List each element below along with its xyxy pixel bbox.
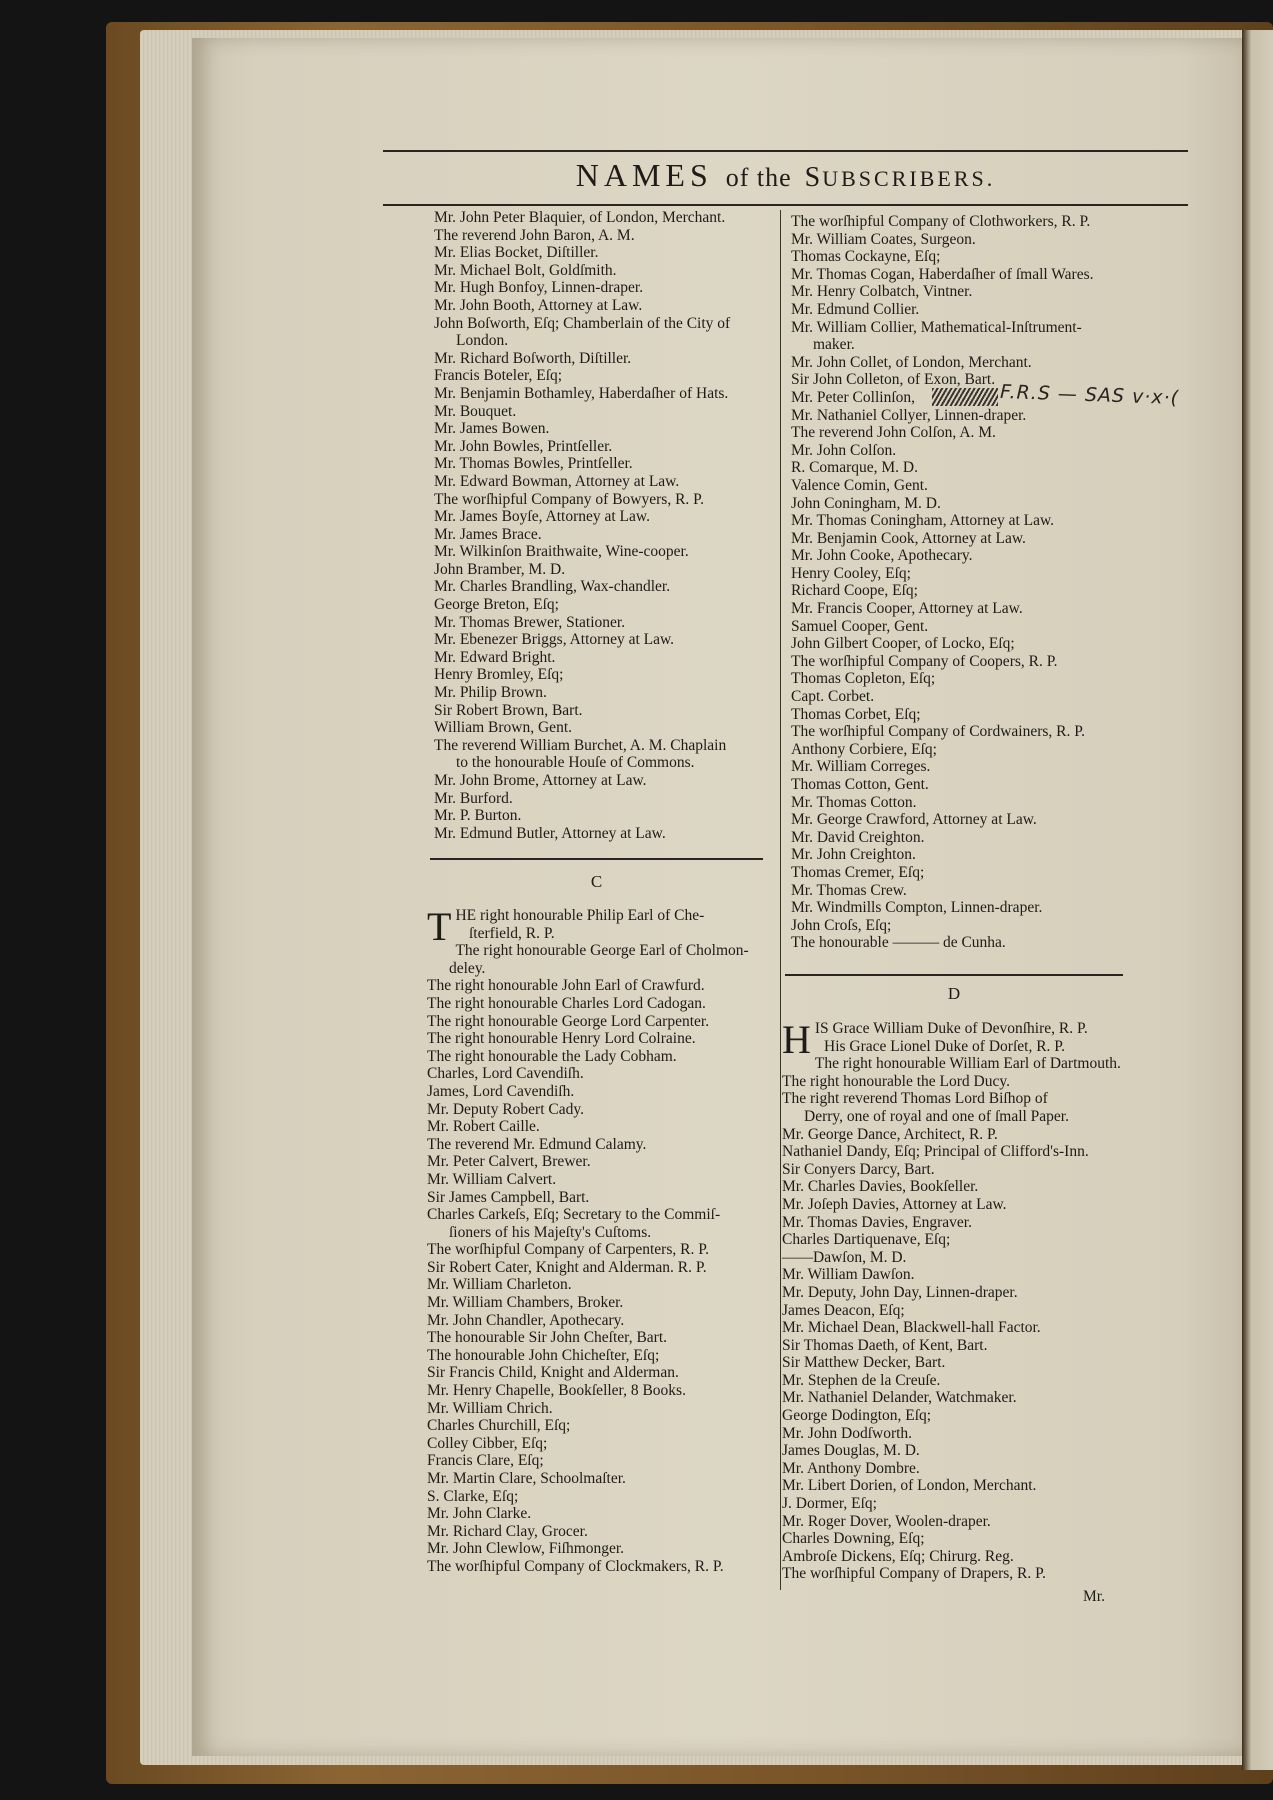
list-item: Mr. John Clarke. — [427, 1505, 532, 1523]
list-item: Francis Boteler, Eſq; — [434, 367, 563, 385]
list-item: Sir Robert Brown, Bart. — [434, 701, 583, 719]
list-item: Mr. James Brace. — [434, 525, 542, 543]
list-item: Mr. John Peter Blaquier, of London, Merchant. — [434, 209, 726, 226]
ink-scribble — [932, 388, 998, 406]
drop-cap-t: T — [427, 904, 452, 949]
list-item: The worſhipful Company of Cordwainers, R. P. — [791, 723, 1086, 741]
list-item: The worſhipful Company of Clothworkers, R. P. — [791, 213, 1091, 230]
list-item: Mr. Thomas Bowles, Printſeller. — [434, 455, 633, 473]
list-item: Mr. Edward Bright. — [434, 648, 556, 666]
list-item: Mr. John Brome, Attorney at Law. — [434, 772, 647, 789]
list-item: maker. — [813, 336, 855, 354]
list-item: Sir Conyers Darcy, Bart. — [782, 1160, 935, 1178]
list-item: The worſhipful Company of Carpenters, R. P. — [427, 1241, 709, 1259]
list-item: The right honourable John Earl of Crawfurd. — [427, 977, 705, 995]
list-item: The reverend William Burchet, A. M. Chaplain — [434, 736, 727, 754]
list-item: Mr. George Dance, Architect, R. P. — [782, 1125, 998, 1143]
list-item: Mr. Roger Dover, Woolen-draper. — [782, 1512, 991, 1530]
list-item: Mr. John Collet, of London, Merchant. — [791, 353, 1032, 371]
list-item: The right honourable William Earl of Dartmouth. — [814, 1055, 1121, 1073]
list-item: to the honourable Houſe of Commons. — [456, 754, 695, 772]
list-item: Mr. William Coates, Surgeon. — [791, 230, 976, 248]
list-item: Charles Churchill, Eſq; — [427, 1417, 571, 1435]
list-item: Mr. John Creighton. — [791, 846, 916, 864]
list-item: Sir Robert Cater, Knight and Alderman. R. P. — [427, 1258, 707, 1276]
list-item: George Breton, Eſq; — [434, 596, 559, 614]
list-item: Mr. Benjamin Cook, Attorney at Law. — [791, 529, 1026, 547]
list-item: The worſhipful Company of Coopers, R. P. — [791, 652, 1058, 670]
list-item: James, Lord Cavendiſh. — [427, 1082, 575, 1100]
section-d-first-entry — [782, 1017, 1142, 1062]
section-d-rule — [785, 974, 1123, 976]
list-item: Mr. Elias Bocket, Diſtiller. — [434, 244, 599, 262]
list-item: Nathaniel Dandy, Eſq; Principal of Clifford's-Inn. — [782, 1143, 1089, 1161]
list-item: Mr. Bouquet. — [434, 402, 517, 420]
list-item: ſioners of his Majeſty's Cuſtoms. — [449, 1223, 652, 1241]
heading-of: of the — [725, 163, 792, 192]
list-item: Mr. William Chrich. — [427, 1399, 553, 1417]
list-item: Colley Cibber, Eſq; — [427, 1434, 548, 1452]
drop-cap-h: H — [782, 1017, 811, 1062]
list-item: The worſhipful Company of Drapers, R. P. — [782, 1565, 1046, 1583]
handwritten-annotation: F.R.S — SAS v·x·( — [999, 380, 1180, 410]
list-item: John Gilbert Cooper, of Locko, Eſq; — [791, 635, 1015, 653]
list-item: Mr. Michael Bolt, Goldſmith. — [434, 261, 617, 279]
list-item: Mr. Richard Boſworth, Diſtiller. — [434, 349, 632, 367]
list-item: Mr. Francis Cooper, Attorney at Law. — [791, 600, 1023, 618]
list-item: ——Dawſon, M. D. — [782, 1248, 907, 1266]
list-item: Mr. Edward Bowman, Attorney at Law. — [434, 472, 680, 490]
header-rule-bottom — [383, 204, 1188, 206]
next-page-edge — [1242, 30, 1273, 1770]
heading-subscribers-rest: UBSCRIBERS. — [822, 166, 996, 191]
list-item: Mr. Philip Brown. — [434, 684, 547, 702]
list-item: Mr. P. Burton. — [434, 807, 522, 825]
list-item: The honourable Sir John Cheſter, Bart. — [427, 1329, 668, 1347]
list-item: James Deacon, Eſq; — [782, 1301, 905, 1319]
section-c-list — [427, 904, 772, 1576]
list-item: deley. — [449, 959, 486, 977]
list-item: R. Comarque, M. D. — [791, 459, 919, 477]
list-item: Sir Thomas Daeth, of Kent, Bart. — [782, 1336, 988, 1354]
list-item: Valence Comin, Gent. — [791, 476, 928, 494]
list-item: The right honourable George Earl of Cholmon- — [455, 942, 749, 960]
list-item: Mr. Thomas Cogan, Haberdaſher of ſmall Wares. — [791, 265, 1094, 283]
list-item: Mr. Nathaniel Collyer, Linnen-draper. — [791, 406, 1027, 424]
list-item: Mr. Ebenezer Briggs, Attorney at Law. — [434, 631, 675, 649]
list-item: Mr. William Collier, Mathematical-Inſtrument- — [791, 318, 1082, 336]
list-item: Mr. John Clewlow, Fiſhmonger. — [427, 1540, 625, 1558]
list-item: The reverend John Colſon, A. M. — [791, 424, 996, 442]
list-item: Mr. Wilkinſon Braithwaite, Wine-cooper. — [434, 543, 689, 561]
list-item: George Dodington, Eſq; — [782, 1407, 932, 1425]
list-item: Mr. John Cooke, Apothecary. — [791, 547, 973, 565]
list-item: Mr. Richard Clay, Grocer. — [427, 1522, 588, 1540]
list-item: Mr. Robert Caille. — [427, 1118, 540, 1136]
list-item: Mr. William Calvert. — [427, 1170, 557, 1188]
list-item: Sir Francis Child, Knight and Alderman. — [427, 1364, 679, 1382]
list-item: Mr. Deputy, John Day, Linnen-draper. — [782, 1283, 1018, 1301]
list-item: Mr. Thomas Cotton. — [791, 793, 917, 811]
list-item: The worſhipful Company of Bowyers, R. P. — [434, 490, 704, 508]
list-item: Mr. James Boyſe, Attorney at Law. — [434, 508, 650, 526]
list-item: Charles, Lord Cavendiſh. — [427, 1065, 584, 1083]
list-item: The worſhipful Company of Clockmakers, R. P. — [427, 1557, 724, 1575]
list-item: Mr. John Chandler, Apothecary. — [427, 1311, 625, 1329]
list-item: Mr. Charles Brandling, Wax-chandler. — [434, 578, 671, 596]
section-d-first-line: IS Grace William Duke of Devonſhire, R. P. — [814, 1020, 1088, 1037]
list-item: The reverend John Baron, A. M. — [434, 226, 635, 244]
list-item: Mr. Charles Davies, Bookſeller. — [782, 1178, 979, 1196]
heading-names: NAMES — [575, 157, 713, 193]
list-item: The honourable ——— de Cunha. — [791, 934, 1006, 952]
list-item: Capt. Corbet. — [791, 688, 875, 706]
list-item: Mr. William Dawſon. — [782, 1266, 915, 1284]
list-item: Sir John Colleton, of Exon, Bart. — [791, 371, 996, 389]
list-item: The right honourable Henry Lord Colraine. — [427, 1030, 696, 1048]
list-item: Thomas Cremer, Eſq; — [791, 863, 925, 881]
list-item: Mr. Thomas Brewer, Stationer. — [434, 613, 626, 631]
list-item: Mr. John Bowles, Printſeller. — [434, 437, 613, 455]
section-d-letter: D — [947, 984, 961, 1003]
list-item: Derry, one of royal and one of ſmall Paper. — [804, 1107, 1069, 1125]
list-item: Charles Carkeſs, Eſq; Secretary to the Commiſ- — [427, 1206, 721, 1224]
section-d-list — [782, 1017, 1142, 1583]
section-c-second-line: ſterfield, R. P. — [469, 924, 555, 942]
catchword: Mr. — [1083, 1588, 1105, 1605]
list-item: Mr. William Correges. — [791, 758, 931, 776]
list-item: Samuel Cooper, Gent. — [791, 617, 929, 635]
list-item: Mr. Nathaniel Delander, Watchmaker. — [782, 1389, 1017, 1407]
section-c-entries — [427, 942, 772, 1575]
list-item: Mr. Edmund Collier. — [791, 300, 920, 318]
list-item: Mr. Thomas Crew. — [791, 881, 907, 899]
list-item: J. Dormer, Eſq; — [782, 1495, 877, 1513]
list-item: Mr. Hugh Bonfoy, Linnen-draper. — [434, 279, 644, 297]
list-item: The right honourable Charles Lord Cadogan. — [427, 994, 706, 1012]
list-item: Mr. Anthony Dombre. — [782, 1459, 920, 1477]
list-item: Mr. Deputy Robert Cady. — [427, 1100, 584, 1118]
section-d-entries — [782, 1055, 1142, 1583]
list-item: Mr. Stephen de la Creuſe. — [782, 1371, 941, 1389]
list-item: Mr. Libert Dorien, of London, Merchant. — [782, 1477, 1037, 1495]
list-item: Thomas Copleton, Eſq; — [791, 670, 936, 688]
list-item: Mr. William Charleton. — [427, 1276, 572, 1294]
list-item: Mr. Peter Calvert, Brewer. — [427, 1153, 591, 1171]
list-item: Mr. Burford. — [434, 789, 513, 807]
list-item: Mr. Martin Clare, Schoolmaſter. — [427, 1470, 626, 1487]
list-item: The right honourable the Lady Cobham. — [427, 1047, 677, 1065]
header-rule-top — [383, 150, 1188, 152]
list-item: Anthony Corbiere, Eſq; — [791, 740, 937, 758]
list-item: Sir Matthew Decker, Bart. — [782, 1354, 946, 1372]
heading-subscribers-initial: S — [804, 162, 823, 193]
list-item: The right honourable the Lord Ducy. — [782, 1072, 1010, 1090]
list-item: Mr. Thomas Davies, Engraver. — [782, 1213, 972, 1231]
list-item: Henry Bromley, Eſq; — [434, 666, 564, 684]
list-item: Charles Downing, Eſq; — [782, 1530, 925, 1548]
list-item: Mr. John Dodſworth. — [782, 1424, 913, 1442]
list-item: The right reverend Thomas Lord Biſhop of — [782, 1090, 1048, 1108]
list-item: Mr. Benjamin Bothamley, Haberdaſher of Hats. — [434, 384, 729, 402]
list-item: Mr. Windmills Compton, Linnen-draper. — [791, 899, 1043, 917]
list-item: John Bramber, M. D. — [434, 560, 566, 578]
list-item: Mr. David Creighton. — [791, 828, 925, 846]
list-item: Sir James Campbell, Bart. — [427, 1188, 590, 1206]
list-item: The right honourable George Lord Carpenter. — [427, 1012, 710, 1030]
list-item: Charles Dartiquenave, Eſq; — [782, 1231, 951, 1249]
section-d-second-line: His Grace Lionel Duke of Dorſet, R. P. — [824, 1037, 1066, 1055]
right-column-c-list — [791, 213, 1141, 952]
list-item: Mr. Henry Colbatch, Vintner. — [791, 283, 973, 301]
list-item: James Douglas, M. D. — [782, 1442, 920, 1460]
section-c-first-entry — [427, 904, 772, 949]
list-item: Thomas Cockayne, Eſq; — [791, 248, 941, 266]
list-item: Richard Coope, Eſq; — [791, 582, 918, 600]
left-column-b-list — [434, 209, 774, 842]
page-heading — [383, 154, 1188, 196]
list-item: S. Clarke, Eſq; — [427, 1487, 519, 1505]
list-item: Mr. Henry Chapelle, Bookſeller, 8 Books. — [427, 1382, 686, 1400]
list-item: Mr. George Crawford, Attorney at Law. — [791, 811, 1037, 829]
list-item: Ambroſe Dickens, Eſq; Chirurg. Reg. — [782, 1547, 1014, 1565]
list-item: Francis Clare, Eſq; — [427, 1452, 544, 1470]
list-item: Mr. Joſeph Davies, Attorney at Law. — [782, 1195, 1007, 1213]
list-item: Mr. John Colſon. — [791, 441, 897, 459]
list-item: John Boſworth, Eſq; Chamberlain of the City of — [434, 314, 731, 332]
section-c-rule — [430, 858, 763, 860]
list-item: The honourable John Chicheſter, Eſq; — [427, 1346, 660, 1364]
list-item: Thomas Corbet, Eſq; — [791, 705, 921, 723]
list-item: Mr. William Chambers, Broker. — [427, 1294, 624, 1312]
list-item: Mr. Peter Collinſon, — [791, 388, 915, 406]
list-item: The reverend Mr. Edmund Calamy. — [427, 1135, 647, 1153]
list-item: John Croſs, Eſq; — [791, 916, 892, 934]
list-item: Mr. Edmund Butler, Attorney at Law. — [434, 824, 666, 842]
section-c-first-line: HE right honourable Philip Earl of Che- — [455, 907, 705, 924]
list-item: Henry Cooley, Eſq; — [791, 564, 911, 582]
list-item: William Brown, Gent. — [434, 719, 572, 737]
list-item: Mr. Michael Dean, Blackwell-hall Factor. — [782, 1319, 1041, 1337]
column-divider — [780, 210, 781, 1590]
section-c-letter: C — [590, 872, 603, 891]
list-item: London. — [456, 332, 509, 350]
list-item: John Coningham, M. D. — [791, 494, 941, 512]
list-item: Mr. James Bowen. — [434, 420, 550, 438]
list-item: Mr. John Booth, Attorney at Law. — [434, 296, 643, 314]
list-item: Thomas Cotton, Gent. — [791, 776, 929, 793]
list-item: Mr. Thomas Coningham, Attorney at Law. — [791, 512, 1055, 530]
